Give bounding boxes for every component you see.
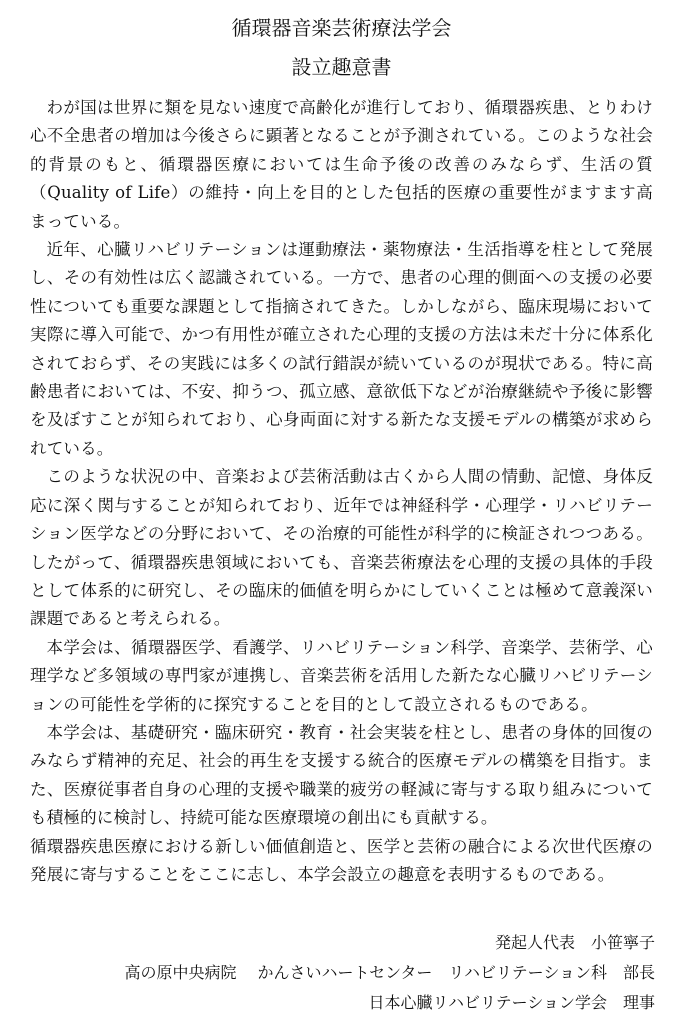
paragraph-background: わが国は世界に類を見ない速度で高齢化が進行しており、循環器疾患、とりわけ心不全患者の増加は今後さらに顕著となることが予測されている。このような社会的背景のもと、循環器医療においては生命予後の改善のみならず、生活の質（Quality of Life）の維持・向上を目的とした包括的医療の重要性がますます高まっている。: [30, 98, 653, 231]
paragraph-declaration: 循環器疾患医療における新しい価値創造と、医学と芸術の融合による次世代医療の発展に寄与することをここに志し、本学会設立の趣意を表明するものである。: [30, 836, 653, 884]
paragraph-society-purpose: 本学会は、循環器医学、看護学、リハビリテーション科学、音楽学、芸術学、心理学など多領域の専門家が連携し、音楽芸術を活用した新たな心臓リハビリテーションの可能性を学術的に探究することを目的として設立されるものである。: [30, 637, 653, 714]
paragraph-cardiac-rehab: 近年、心臓リハビリテーションは運動療法・薬物療法・生活指導を柱として発展し、その有効性は広く認識されている。一方で、患者の心理的側面への支援の必要性についても重要な課題として指摘されてきた。しかしながら、臨床現場において実際に導入可能で、かつ有用性が確立された心理的支援の方法は未だ十分に体系化されておらず、その実践には多くの試行錯誤が続いているのが現状である。特に高齢患者においては、不安、抑うつ、孤立感、意欲低下などが治療継続や予後に影響を及ぼすことが知られており、心身両面に対する新たな支援モデルの構築が求められている。: [30, 240, 653, 458]
document-subtitle: 設立趣意書: [291, 55, 392, 79]
signature-block: [124, 928, 655, 1018]
paragraph-society-goals: 本学会は、基礎研究・臨床研究・教育・社会実装を柱とし、患者の身体的回復のみならず精神的充足、社会的再生を支援する統合的医療モデルの構築を目指す。また、医療従事者自身の心理的支援や職業的疲労の軽減に寄与する取り組みについても積極的に検討し、持続可能な医療環境の創出にも貢献する。: [30, 722, 653, 828]
signature-society-role: 日本心臓リハビリテーション学会 理事: [368, 993, 655, 1012]
document-title: 循環器音楽芸術療法学会: [231, 16, 452, 40]
document-body: [30, 94, 653, 889]
signature-affiliation: 高の原中央病院 かんさいハートセンター リハビリテーション科 部長: [124, 963, 655, 982]
signature-founder: 発起人代表 小笹寧子: [494, 933, 655, 952]
paragraph-music-arts: このような状況の中、音楽および芸術活動は古くから人間の情動、記憶、身体反応に深く関与することが知られており、近年では神経科学・心理学・リハビリテーション医学などの分野において、その治療的可能性が科学的に検証されつつある。したがって、循環器疾患領域においても、音楽芸術療法を心理的支援の具体的手段として体系的に研究し、その臨床的価値を明らかにしていくことは極めて意義深い課題であると考えられる。: [30, 467, 653, 629]
